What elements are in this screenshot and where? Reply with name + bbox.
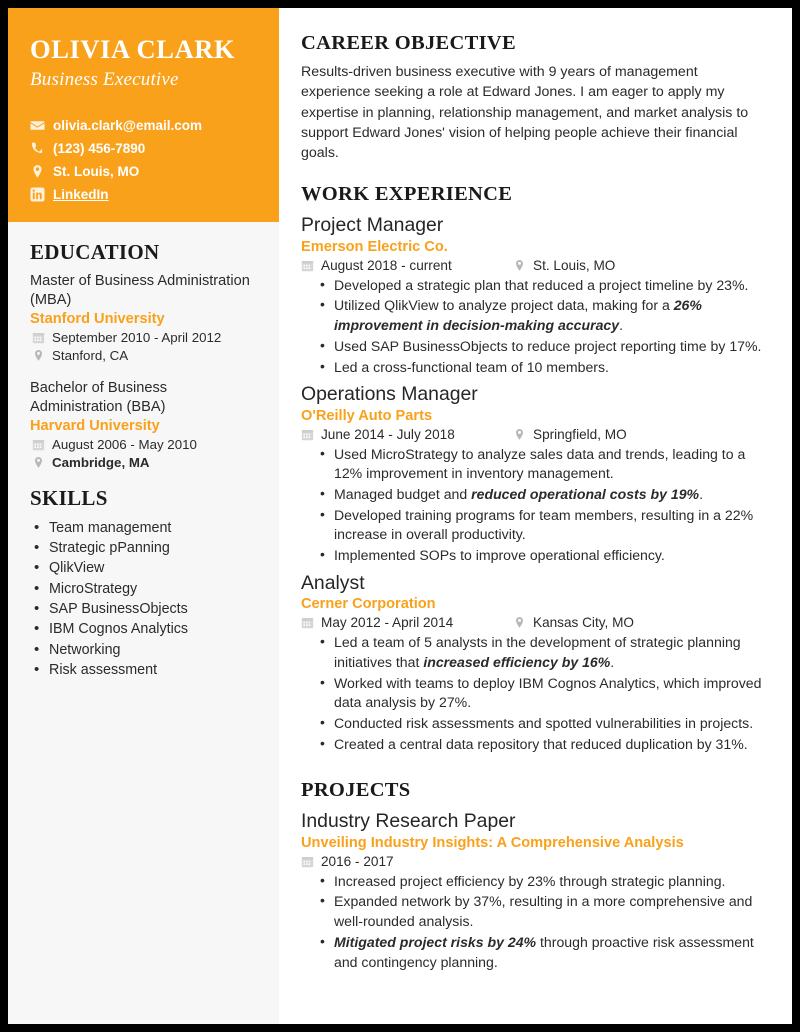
sidebar [8, 8, 279, 1024]
bullet-text: Increased project efficiency by 23% through strategic planning. [334, 872, 726, 889]
bullet-emphasis: reduced operational costs by 19% [471, 486, 700, 503]
contact-item-envelope[interactable] [30, 115, 257, 135]
projects-list [301, 809, 770, 972]
experience-dates-group [301, 258, 513, 273]
education-degree: Master of Business Administration (MBA) [30, 273, 250, 308]
bullet-text: Used MicroStrategy to analyze sales data and trends, leading to a 12% improvement in inventory management. [334, 445, 746, 482]
bullet-text: through proactive risk assessment and contingency planning. [334, 933, 754, 970]
experience-dates: 2016 - 2017 [321, 853, 394, 869]
education-dates-row [30, 437, 257, 452]
experience-entry [301, 382, 770, 566]
experience-bullets [301, 872, 770, 973]
education-school: Harvard University [30, 417, 160, 434]
experience-dates-group [301, 615, 513, 630]
contact-list [30, 115, 257, 204]
spacer [301, 163, 770, 183]
contact-text: olivia.clark@email.com [53, 117, 202, 133]
bullet-item [301, 337, 770, 357]
experience-meta [301, 427, 770, 442]
career-objective-text: Results-driven business executive with 9 years of management experience seeking a role at Edward Jones. I am eager to apply my expertise in planning, relationship management, and market analysis to support Edward Jones' vision of helping people achieve their financial goals. [301, 64, 749, 162]
bullet-text: Utilized QlikView to analyze project data, making for a [334, 297, 674, 314]
bullet-text: . [699, 486, 703, 503]
skill-item: • Strategic pPanning [30, 538, 257, 558]
education-location: Stanford, CA [52, 347, 129, 363]
bullet-emphasis: Mitigated project risks by 24% [334, 933, 537, 950]
bullet-text: Expanded network by 37%, resulting in a more comprehensive and well-rounded analysis. [334, 893, 753, 930]
education-list [30, 272, 257, 470]
bullet-text: Developed training programs for team members, resulting in a 22% increase in overall productivity. [334, 506, 754, 543]
main-column [279, 8, 792, 1024]
bullet-text: Used SAP BusinessObjects to reduce project reporting time by 17%. [334, 337, 762, 354]
sidebar-body [8, 222, 279, 680]
bullet-text: Led a cross-functional team of 10 members. [334, 358, 609, 375]
contact-item-map-pin[interactable] [30, 161, 257, 181]
experience-bullets [301, 633, 770, 754]
career-objective-heading: CAREER OBJECTIVE [301, 32, 516, 54]
experience-location: Kansas City, MO [533, 615, 634, 631]
education-entry [30, 272, 257, 363]
experience-location: St. Louis, MO [533, 257, 616, 273]
work-experience-list [301, 213, 770, 754]
experience-role: Operations Manager [301, 383, 478, 406]
skill-item: • Networking [30, 640, 257, 660]
bullet-item [301, 872, 770, 892]
skill-item: • IBM Cognos Analytics [30, 619, 257, 639]
bullet-text: Led a team of 5 analysts in the development of strategic planning initiatives that [334, 634, 741, 670]
skills-list [30, 518, 257, 680]
education-heading: EDUCATION [30, 240, 160, 264]
experience-entry [301, 213, 770, 377]
education-dates: August 2006 - May 2010 [52, 436, 197, 452]
bullet-item [301, 933, 770, 972]
experience-location-group [513, 427, 627, 442]
calendar-icon [32, 438, 45, 451]
bullet-item [301, 296, 770, 335]
projects-heading: PROJECTS [301, 779, 411, 802]
experience-dates-group [301, 427, 513, 442]
skill-item: • QlikView [30, 558, 257, 578]
bullet-item [301, 892, 770, 931]
bullet-item [301, 358, 770, 378]
bullet-item [301, 276, 770, 296]
contact-item-phone[interactable] [30, 138, 257, 158]
contact-text: LinkedIn [53, 186, 109, 202]
experience-organization: O'Reilly Auto Parts [301, 407, 433, 424]
candidate-title: Business Executive [30, 69, 179, 91]
work-experience-heading: WORK EXPERIENCE [301, 183, 513, 206]
map-pin-icon [513, 616, 526, 629]
bullet-text: Implemented SOPs to improve operational efficiency. [334, 547, 665, 564]
skills-heading: SKILLS [30, 485, 108, 510]
education-dates-row [30, 330, 257, 345]
bullet-emphasis: 26% improvement in decision-making accuracy [334, 297, 702, 334]
education-entry [30, 379, 257, 470]
skill-item: • Risk assessment [30, 660, 257, 680]
bullet-item [301, 674, 770, 713]
experience-role: Analyst [301, 571, 365, 594]
calendar-icon [301, 616, 314, 629]
skill-item: • SAP BusinessObjects [30, 599, 257, 619]
bullet-item [301, 445, 770, 484]
bullet-text: . [619, 317, 624, 334]
map-pin-icon [32, 349, 45, 362]
experience-entry [301, 571, 770, 755]
contact-item-linkedin[interactable] [30, 184, 257, 204]
bullet-item [301, 714, 770, 734]
experience-meta [301, 854, 770, 869]
linkedin-icon [30, 187, 45, 202]
bullet-text: Worked with teams to deploy IBM Cognos Analytics, which improved data analysis by 27%. [334, 674, 762, 711]
experience-organization: Emerson Electric Co. [301, 238, 448, 255]
calendar-icon [301, 855, 314, 868]
bullet-text: Conducted risk assessments and spotted vulnerabilities in projects. [334, 715, 754, 732]
envelope-icon [30, 118, 45, 133]
bullet-emphasis: increased efficiency by 16% [423, 653, 611, 670]
bullet-item [301, 506, 770, 545]
calendar-icon [301, 259, 314, 272]
candidate-name: OLIVIA CLARK [30, 34, 236, 64]
experience-meta [301, 615, 770, 630]
experience-organization: Cerner Corporation [301, 596, 436, 613]
contact-text: St. Louis, MO [53, 163, 140, 179]
experience-location-group [513, 258, 615, 273]
skill-item: • MicroStrategy [30, 579, 257, 599]
bullet-item [301, 485, 770, 505]
bullet-item [301, 735, 770, 755]
calendar-icon [32, 331, 45, 344]
map-pin-icon [30, 164, 45, 179]
bullet-text: . [610, 653, 615, 670]
map-pin-icon [513, 428, 526, 441]
education-dates: September 2010 - April 2012 [52, 329, 222, 345]
experience-bullets [301, 276, 770, 378]
experience-dates: August 2018 - current [321, 257, 452, 273]
experience-entry [301, 809, 770, 972]
experience-role: Project Manager [301, 214, 444, 237]
education-degree: Bachelor of Business Administration (BBA) [30, 379, 168, 415]
map-pin-icon [513, 259, 526, 272]
education-school: Stanford University [30, 310, 165, 327]
spacer [301, 759, 770, 779]
bullet-item [301, 546, 770, 566]
resume-page [8, 8, 792, 1024]
experience-dates: May 2012 - April 2014 [321, 615, 454, 631]
experience-dates: June 2014 - July 2018 [321, 426, 455, 442]
sidebar-header [8, 8, 279, 222]
experience-organization: Unveiling Industry Insights: A Comprehensive Analysis [301, 834, 684, 851]
contact-text: (123) 456-7890 [53, 140, 146, 156]
education-location-row [30, 348, 257, 363]
bullet-text: Managed budget and [334, 486, 472, 503]
phone-icon [30, 141, 45, 156]
bullet-text: Developed a strategic plan that reduced a project timeline by 23%. [334, 276, 749, 293]
map-pin-icon [32, 456, 45, 469]
experience-location: Springfield, MO [533, 426, 627, 442]
experience-dates-group [301, 854, 513, 869]
skill-item: • Team management [30, 518, 257, 538]
experience-role: Industry Research Paper [301, 810, 516, 833]
education-location-row [30, 455, 257, 470]
education-location: Cambridge, MA [52, 454, 150, 470]
experience-location-group [513, 615, 634, 630]
bullet-text: Created a central data repository that reduced duplication by 31%. [334, 735, 748, 752]
bullet-item [301, 633, 770, 672]
experience-bullets [301, 445, 770, 566]
calendar-icon [301, 428, 314, 441]
experience-meta [301, 258, 770, 273]
